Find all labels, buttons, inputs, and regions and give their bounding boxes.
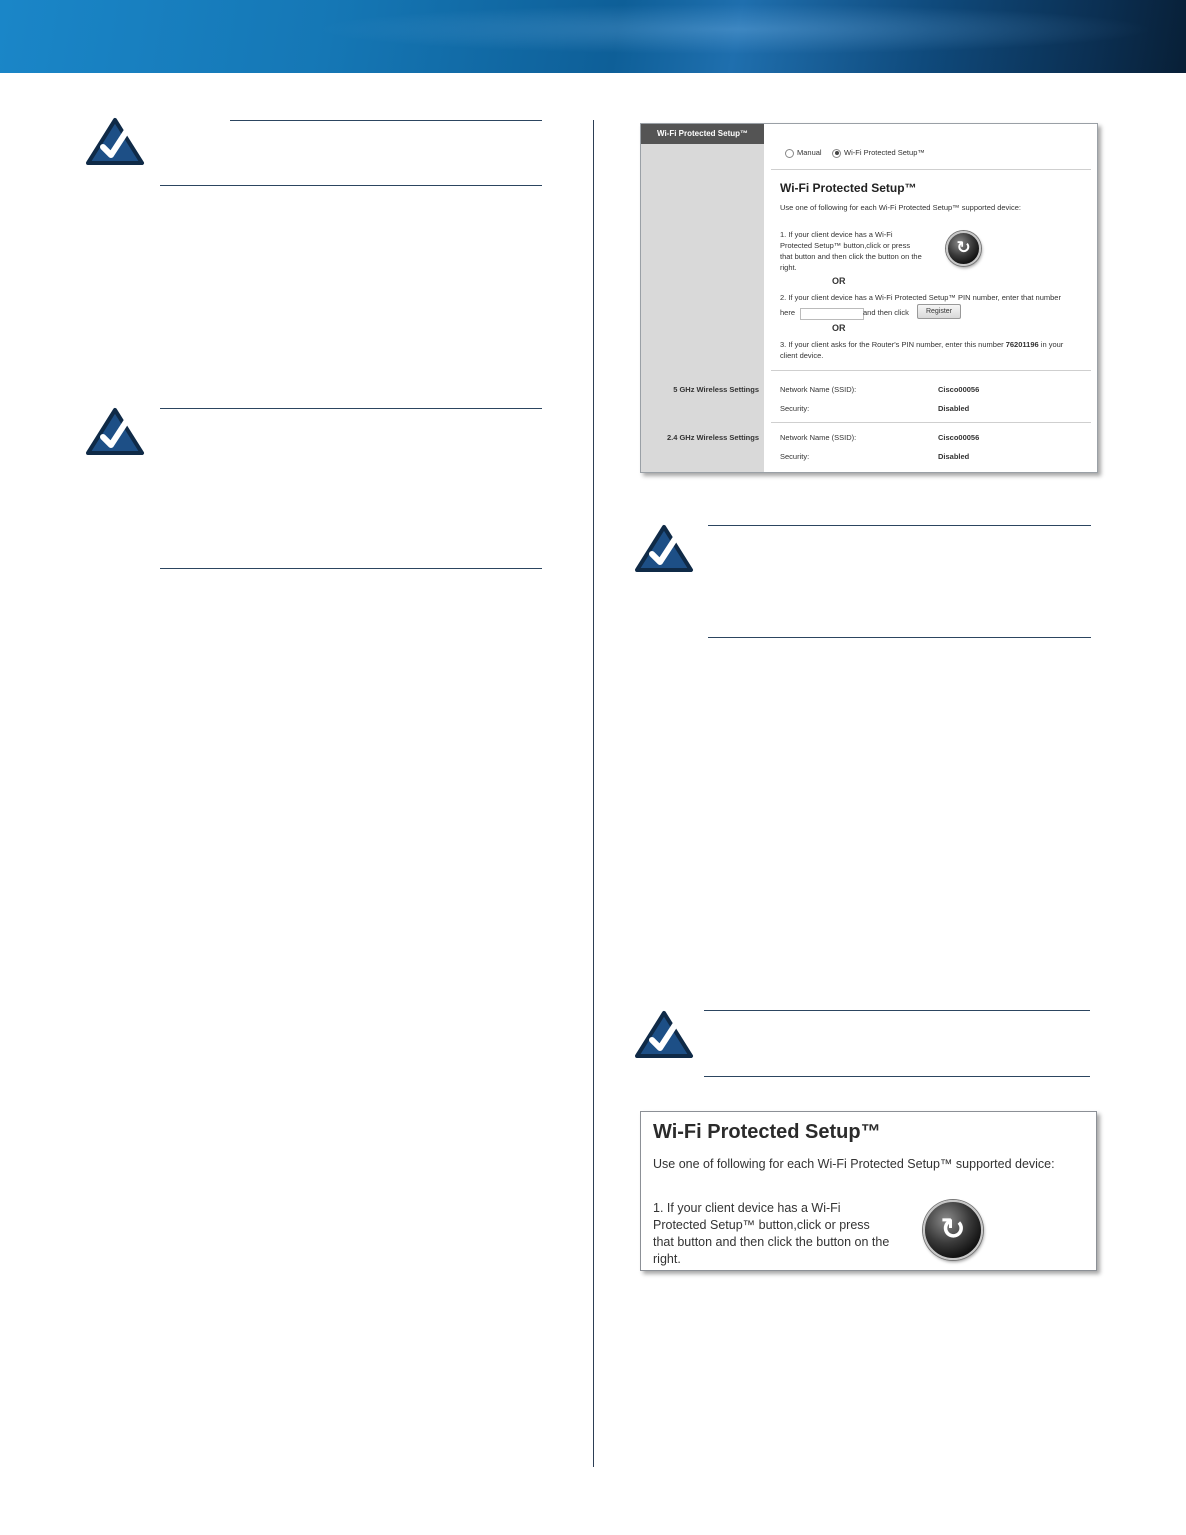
- step3-suffix: in your: [1040, 340, 1064, 349]
- router-pin: 76201196: [1005, 340, 1039, 349]
- sidebar-tab-wps[interactable]: Wi-Fi Protected Setup™: [641, 124, 764, 144]
- note-rule-top: [708, 525, 1091, 526]
- radio-wps[interactable]: [832, 148, 925, 158]
- settings-sidebar: [641, 124, 764, 472]
- radio-selected-icon: [832, 149, 841, 158]
- step3-prefix: 3. If your client asks for the Router's PIN number, enter this number: [780, 340, 1004, 349]
- note-rule-bottom: [160, 185, 542, 186]
- note-rule-top: [230, 120, 542, 121]
- radio-manual[interactable]: [785, 148, 822, 158]
- wps-closeup-intro: Use one of following for each Wi-Fi Protected Setup™ supported device:: [653, 1157, 1055, 1171]
- note-rule-top: [160, 408, 542, 409]
- step1-line: 1. If your client device has a Wi-Fi: [780, 230, 893, 239]
- step2-then: and then click: [863, 308, 909, 317]
- step1-line: right.: [780, 263, 797, 272]
- or-separator: OR: [832, 323, 846, 333]
- divider: [771, 169, 1091, 170]
- ssid-label-24ghz: Network Name (SSID):: [780, 433, 857, 442]
- column-divider: [593, 120, 594, 1467]
- step1-line: that button and then click the button on the: [780, 252, 922, 261]
- or-separator: OR: [832, 276, 846, 286]
- wps-closeup-title: Wi-Fi Protected Setup™: [653, 1121, 881, 1143]
- step1-line: Protected Setup™ button,click or press: [780, 241, 911, 250]
- radio-wps-label: Wi-Fi Protected Setup™: [844, 148, 925, 157]
- security-label-5ghz: Security:: [780, 404, 810, 413]
- check-note-icon: [85, 407, 145, 457]
- step2-line1: 2. If your client device has a Wi-Fi Protected Setup™ PIN number, enter that number: [780, 293, 1061, 302]
- wps-button-icon[interactable]: ↻: [923, 1200, 983, 1260]
- step1-line: Protected Setup™ button,click or press: [653, 1218, 870, 1232]
- wps-button-icon[interactable]: ↻: [946, 231, 981, 266]
- check-note-icon: [85, 117, 145, 167]
- step1-line: that button and then click the button on the: [653, 1235, 890, 1249]
- wps-closeup-step1: [653, 1200, 923, 1268]
- section-label-5ghz: 5 GHz Wireless Settings: [673, 385, 759, 394]
- security-value-5ghz: Disabled: [938, 404, 970, 413]
- divider: [771, 422, 1091, 423]
- wps-title: Wi-Fi Protected Setup™: [780, 181, 917, 195]
- radio-manual-label: Manual: [797, 148, 822, 157]
- pin-input[interactable]: [800, 308, 864, 320]
- check-note-icon: [634, 524, 694, 574]
- section-label-24ghz: 2.4 GHz Wireless Settings: [666, 433, 759, 442]
- step1-line: right.: [653, 1252, 681, 1266]
- note-rule-bottom: [160, 568, 542, 569]
- step2-here: here: [780, 308, 796, 317]
- ssid-value-24ghz: Cisco00056: [938, 433, 980, 442]
- step3-line1: [780, 340, 1063, 349]
- wps-intro: Use one of following for each Wi-Fi Protected Setup™ supported device:: [780, 203, 1021, 212]
- check-note-icon: [634, 1010, 694, 1060]
- wps-setup-screenshot: [640, 123, 1098, 473]
- register-button[interactable]: Register: [917, 304, 961, 319]
- security-value-24ghz: Disabled: [938, 452, 970, 461]
- wps-closeup-screenshot: [640, 1111, 1097, 1271]
- radio-icon: [785, 149, 794, 158]
- ssid-label-5ghz: Network Name (SSID):: [780, 385, 857, 394]
- step3-line2: client device.: [780, 351, 824, 360]
- divider: [771, 370, 1091, 371]
- note-rule-bottom: [708, 637, 1091, 638]
- step1-line: 1. If your client device has a Wi-Fi: [653, 1201, 841, 1215]
- note-rule-top: [704, 1010, 1090, 1011]
- ssid-value-5ghz: Cisco00056: [938, 385, 980, 394]
- header-banner: [0, 0, 1186, 73]
- security-label-24ghz: Security:: [780, 452, 810, 461]
- note-rule-bottom: [704, 1076, 1090, 1077]
